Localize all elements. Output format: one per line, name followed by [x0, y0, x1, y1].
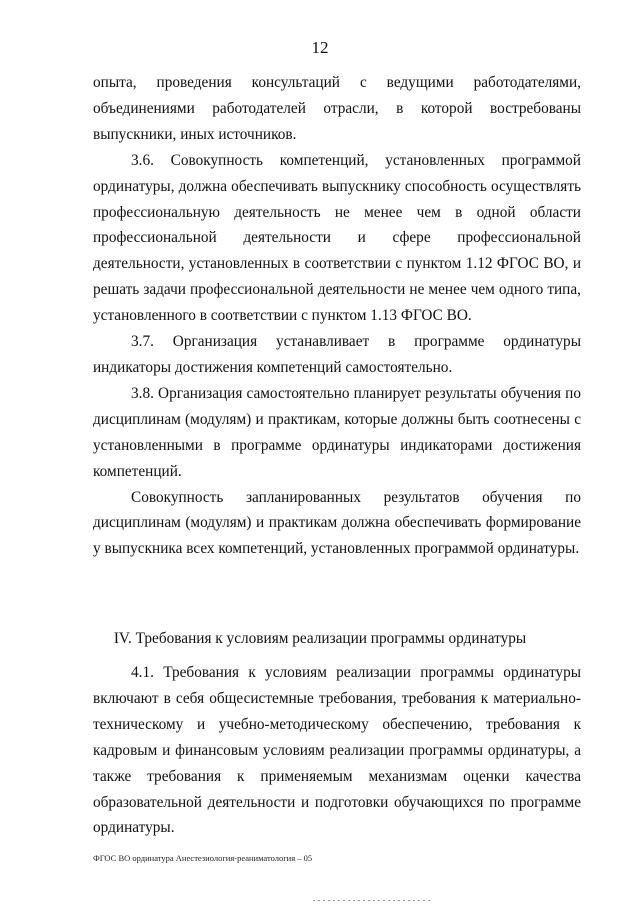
paragraph-continuation: опыта, проведения консультаций с ведущими работодателями, объединениями работодателей отрасли, в которой востребованы выпускники, иных источников. [93, 74, 581, 143]
page-number: 12 [311, 38, 329, 57]
section-iv-body [93, 660, 581, 841]
document-footer: ФГОС ВО ординатура Анестезиология-реаниматология – 05 [93, 853, 313, 863]
scan-artifact [313, 900, 433, 901]
paragraph-3-6: 3.6. Совокупность компетенций, установленных программой ординатуры, должна обеспечивать выпускнику способность осуществлять профессиональную деятельность не менее чем в одной области профессиональной деятельности и сфере профессиональной деятельности, установленных в соответствии с пунктом 1.12 ФГОС ВО, и решать задачи профессиональной деятельности не менее чем одного типа, установленного в соответствии с пунктом 1.13 ФГОС ВО. [93, 151, 581, 325]
paragraph-3-7: 3.7. Организация устанавливает в программе ординатуры индикаторы достижения компетенций самостоятельно. [93, 333, 581, 376]
paragraph-3-8: 3.8. Организация самостоятельно планирует результаты обучения по дисциплинам (модулям) и практикам, которые должны быть соотнесены с установленными в программе ординатуры индикаторами достижения компетенций. [93, 384, 581, 480]
paragraph-4-1: 4.1. Требования к условиям реализации программы ординатуры включают в себя общесистемные требования, требования к материально-техническому и учебно-методическому обеспечению, требования к кадровым и финансовым условиям реализации программы ординатуры, а также требования к применяемым механизмам оценки качества образовательной деятельности и подготовки обучающихся по программе ординатуры. [93, 664, 581, 837]
paragraph-results-aggregate: Совокупность запланированных результатов обучения по дисциплинам (модулям) и практикам должна обеспечивать формирование у выпускника всех компетенций, установленных программой ординатуры. [93, 488, 581, 558]
section-heading: IV. Требования к условиям реализации программы ординатуры [113, 630, 527, 647]
document-body [93, 70, 581, 562]
